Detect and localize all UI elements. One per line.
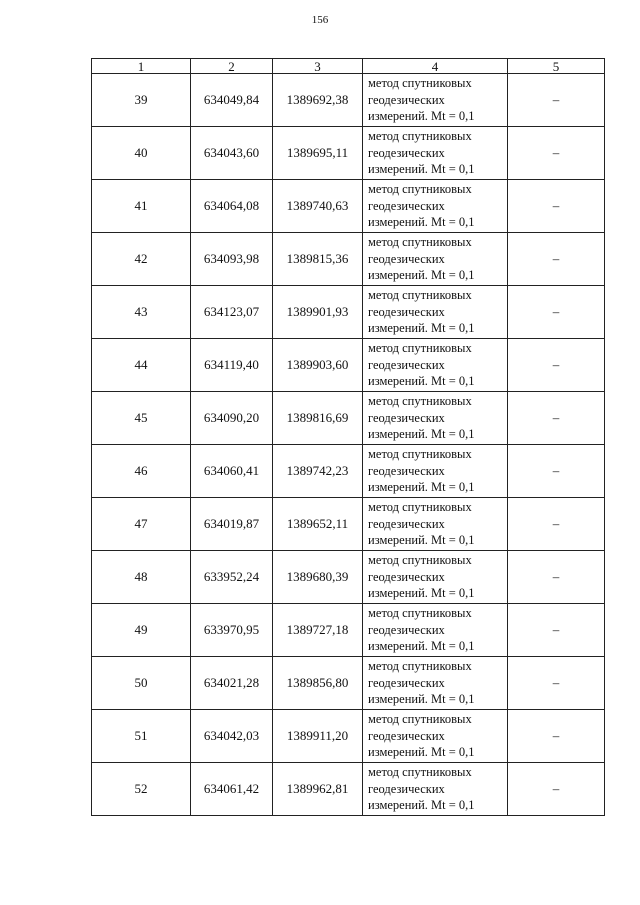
table-row xyxy=(92,286,605,339)
method-line-2: геодезических xyxy=(368,463,445,478)
y-coordinate-cell: 1389815,36 xyxy=(273,233,363,286)
method-cell xyxy=(363,339,508,392)
method-line-1: метод спутниковых xyxy=(368,235,472,250)
method-line-1: метод спутниковых xyxy=(368,659,472,674)
column-header-3: 3 xyxy=(273,59,363,74)
method-cell xyxy=(363,180,508,233)
method-line-3: измерений. Mt = 0,1 xyxy=(368,109,475,124)
method-line-2: геодезических xyxy=(368,198,445,213)
method-line-2: геодезических xyxy=(368,622,445,637)
method-cell xyxy=(363,392,508,445)
table-row xyxy=(92,445,605,498)
method-cell xyxy=(363,604,508,657)
method-line-1: метод спутниковых xyxy=(368,500,472,515)
method-line-2: геодезических xyxy=(368,569,445,584)
method-line-1: метод спутниковых xyxy=(368,712,472,727)
y-coordinate-cell: 1389680,39 xyxy=(273,551,363,604)
y-coordinate-cell: 1389901,93 xyxy=(273,286,363,339)
method-line-1: метод спутниковых xyxy=(368,341,472,356)
method-cell xyxy=(363,233,508,286)
x-coordinate-cell: 634021,28 xyxy=(191,657,273,710)
y-coordinate-cell: 1389692,38 xyxy=(273,74,363,127)
point-number-cell: 49 xyxy=(92,604,191,657)
method-line-2: геодезических xyxy=(368,92,445,107)
y-coordinate-cell: 1389727,18 xyxy=(273,604,363,657)
method-line-2: геодезических xyxy=(368,251,445,266)
table-row xyxy=(92,74,605,127)
method-line-3: измерений. Mt = 0,1 xyxy=(368,586,475,601)
method-line-2: геодезических xyxy=(368,516,445,531)
error-cell: – xyxy=(508,710,605,763)
error-cell: – xyxy=(508,445,605,498)
column-header-4: 4 xyxy=(363,59,508,74)
table-row xyxy=(92,763,605,816)
method-cell xyxy=(363,657,508,710)
x-coordinate-cell: 634060,41 xyxy=(191,445,273,498)
x-coordinate-cell: 634123,07 xyxy=(191,286,273,339)
table-row xyxy=(92,710,605,763)
x-coordinate-cell: 633952,24 xyxy=(191,551,273,604)
method-line-1: метод спутниковых xyxy=(368,765,472,780)
table-row xyxy=(92,392,605,445)
x-coordinate-cell: 633970,95 xyxy=(191,604,273,657)
method-line-3: измерений. Mt = 0,1 xyxy=(368,268,475,283)
y-coordinate-cell: 1389652,11 xyxy=(273,498,363,551)
method-line-1: метод спутниковых xyxy=(368,553,472,568)
point-number-cell: 43 xyxy=(92,286,191,339)
error-cell: – xyxy=(508,657,605,710)
method-line-3: измерений. Mt = 0,1 xyxy=(368,480,475,495)
column-header-1: 1 xyxy=(92,59,191,74)
y-coordinate-cell: 1389911,20 xyxy=(273,710,363,763)
method-line-2: геодезических xyxy=(368,410,445,425)
column-header-5: 5 xyxy=(508,59,605,74)
method-line-1: метод спутниковых xyxy=(368,129,472,144)
method-line-1: метод спутниковых xyxy=(368,76,472,91)
table-row xyxy=(92,127,605,180)
y-coordinate-cell: 1389695,11 xyxy=(273,127,363,180)
x-coordinate-cell: 634019,87 xyxy=(191,498,273,551)
method-line-1: метод спутниковых xyxy=(368,394,472,409)
point-number-cell: 47 xyxy=(92,498,191,551)
error-cell: – xyxy=(508,551,605,604)
error-cell: – xyxy=(508,498,605,551)
table-row xyxy=(92,233,605,286)
method-line-3: измерений. Mt = 0,1 xyxy=(368,215,475,230)
method-line-2: геодезических xyxy=(368,304,445,319)
error-cell: – xyxy=(508,604,605,657)
point-number-cell: 48 xyxy=(92,551,191,604)
point-number-cell: 51 xyxy=(92,710,191,763)
method-line-3: измерений. Mt = 0,1 xyxy=(368,162,475,177)
y-coordinate-cell: 1389903,60 xyxy=(273,339,363,392)
x-coordinate-cell: 634064,08 xyxy=(191,180,273,233)
y-coordinate-cell: 1389740,63 xyxy=(273,180,363,233)
coordinates-table xyxy=(91,58,605,816)
page-number: 156 xyxy=(311,14,329,26)
table-row xyxy=(92,551,605,604)
point-number-cell: 44 xyxy=(92,339,191,392)
method-line-3: измерений. Mt = 0,1 xyxy=(368,533,475,548)
point-number-cell: 42 xyxy=(92,233,191,286)
method-line-1: метод спутниковых xyxy=(368,606,472,621)
y-coordinate-cell: 1389856,80 xyxy=(273,657,363,710)
point-number-cell: 52 xyxy=(92,763,191,816)
method-line-3: измерений. Mt = 0,1 xyxy=(368,798,475,813)
x-coordinate-cell: 634043,60 xyxy=(191,127,273,180)
point-number-cell: 45 xyxy=(92,392,191,445)
method-line-2: геодезических xyxy=(368,357,445,372)
error-cell: – xyxy=(508,127,605,180)
error-cell: – xyxy=(508,339,605,392)
point-number-cell: 46 xyxy=(92,445,191,498)
x-coordinate-cell: 634093,98 xyxy=(191,233,273,286)
method-cell xyxy=(363,498,508,551)
x-coordinate-cell: 634042,03 xyxy=(191,710,273,763)
method-line-3: измерений. Mt = 0,1 xyxy=(368,321,475,336)
table-row xyxy=(92,180,605,233)
point-number-cell: 50 xyxy=(92,657,191,710)
x-coordinate-cell: 634090,20 xyxy=(191,392,273,445)
method-cell xyxy=(363,710,508,763)
method-line-3: измерений. Mt = 0,1 xyxy=(368,427,475,442)
column-header-2: 2 xyxy=(191,59,273,74)
table-body xyxy=(92,74,605,816)
y-coordinate-cell: 1389742,23 xyxy=(273,445,363,498)
error-cell: – xyxy=(508,286,605,339)
x-coordinate-cell: 634119,40 xyxy=(191,339,273,392)
method-cell xyxy=(363,74,508,127)
method-cell xyxy=(363,286,508,339)
method-line-3: измерений. Mt = 0,1 xyxy=(368,745,475,760)
x-coordinate-cell: 634061,42 xyxy=(191,763,273,816)
method-line-1: метод спутниковых xyxy=(368,447,472,462)
method-line-1: метод спутниковых xyxy=(368,182,472,197)
point-number-cell: 39 xyxy=(92,74,191,127)
method-line-2: геодезических xyxy=(368,145,445,160)
table-row xyxy=(92,604,605,657)
method-line-2: геодезических xyxy=(368,728,445,743)
error-cell: – xyxy=(508,233,605,286)
table-row xyxy=(92,657,605,710)
error-cell: – xyxy=(508,763,605,816)
method-cell xyxy=(363,445,508,498)
table-row xyxy=(92,339,605,392)
method-cell xyxy=(363,551,508,604)
method-line-3: измерений. Mt = 0,1 xyxy=(368,374,475,389)
method-cell xyxy=(363,763,508,816)
method-line-2: геодезических xyxy=(368,675,445,690)
method-cell xyxy=(363,127,508,180)
point-number-cell: 40 xyxy=(92,127,191,180)
method-line-2: геодезических xyxy=(368,781,445,796)
error-cell: – xyxy=(508,74,605,127)
y-coordinate-cell: 1389816,69 xyxy=(273,392,363,445)
y-coordinate-cell: 1389962,81 xyxy=(273,763,363,816)
table-header-row xyxy=(92,59,605,74)
point-number-cell: 41 xyxy=(92,180,191,233)
method-line-3: измерений. Mt = 0,1 xyxy=(368,692,475,707)
error-cell: – xyxy=(508,180,605,233)
x-coordinate-cell: 634049,84 xyxy=(191,74,273,127)
method-line-1: метод спутниковых xyxy=(368,288,472,303)
method-line-3: измерений. Mt = 0,1 xyxy=(368,639,475,654)
error-cell: – xyxy=(508,392,605,445)
table-row xyxy=(92,498,605,551)
